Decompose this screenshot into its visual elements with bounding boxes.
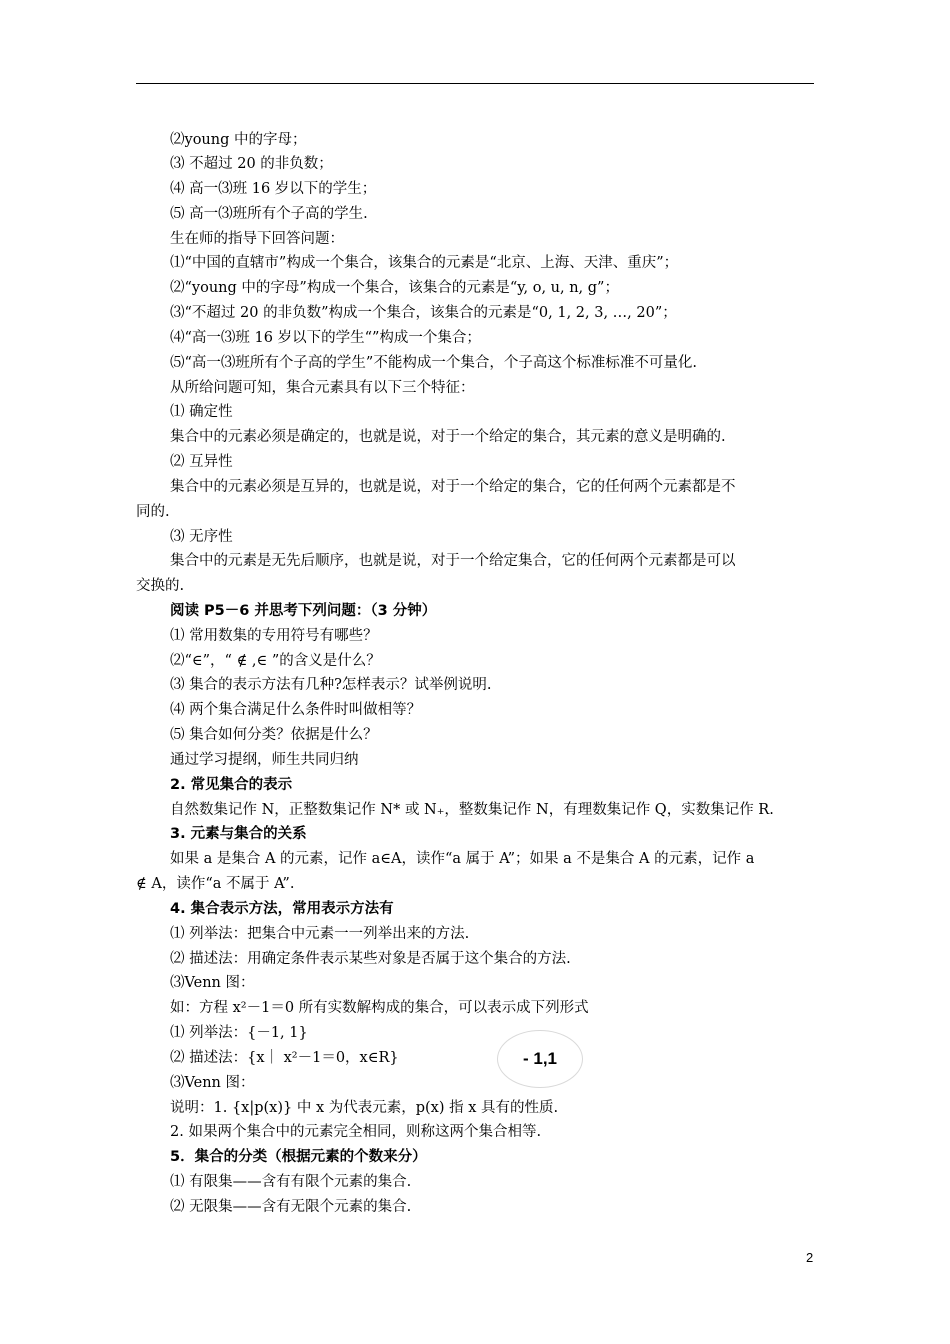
section-heading: 2. 常见集合的表示 — [170, 777, 293, 793]
text-line: ⑴ 列举法：{－1, 1} — [170, 1025, 308, 1041]
text-line: 通过学习提纲，师生共同归纳 — [170, 752, 359, 768]
text-line: ⑶Venn 图： — [170, 1075, 255, 1091]
header-rule — [136, 83, 814, 84]
text-line: ⑵ 无限集——含有无限个元素的集合. — [170, 1199, 412, 1215]
text-line: 如果 a 是集合 A 的元素，记作 a∈A，读作“a 属于 A”；如果 a 不是集合 A 的元素，记作 a — [170, 851, 755, 867]
text-line: ⑶Venn 图： — [170, 975, 255, 991]
text-line: ⑸“高一⑶班所有个子高的学生”不能构成一个集合，个子高这个标准标准不可量化. — [170, 355, 697, 371]
text-line: ⑷ 高一⑶班 16 岁以下的学生； — [170, 181, 377, 197]
text-line: ⑴ 确定性 — [170, 404, 233, 420]
page-number: 2 — [806, 1250, 814, 1265]
text-line: 交换的. — [136, 578, 185, 594]
text-line: 2. 如果两个集合中的元素完全相同，则称这两个集合相等. — [170, 1124, 542, 1140]
section-heading: 5．集合的分类（根据元素的个数来分） — [170, 1149, 427, 1165]
text-line: 说明：1. {x|p(x)} 中 x 为代表元素，p(x) 指 x 具有的性质. — [170, 1100, 559, 1116]
text-line: ⑵young 中的字母； — [170, 132, 307, 148]
section-heading: 3. 元素与集合的关系 — [170, 826, 307, 842]
text-line: ⑵ 互异性 — [170, 454, 233, 470]
text-line: 同的. — [136, 504, 170, 520]
text-line: ⑶ 集合的表示方法有几种?怎样表示？试举例说明. — [170, 677, 492, 693]
text-line: ⑵“∈”，“ ∉ ,∈ ”的含义是什么？ — [170, 653, 381, 669]
text-line: ⑴ 列举法：把集合中元素一一列举出来的方法. — [170, 926, 470, 942]
text-line: ⑵“young 中的字母”构成一个集合，该集合的元素是“y, o, u, n, g”； — [170, 280, 619, 296]
venn-diagram — [497, 1030, 583, 1088]
text-line: ⑷ 两个集合满足什么条件时叫做相等？ — [170, 702, 422, 718]
section-heading: 4. 集合表示方法，常用表示方法有 — [170, 901, 394, 917]
text-line: 自然数集记作 N，正整数集记作 N* 或 N₊，整数集记作 N，有理数集记作 Q，实数集记作 R. — [170, 802, 774, 818]
text-line: 从所给问题可知，集合元素具有以下三个特征： — [170, 380, 475, 396]
text-line: ⑷“高一⑶班 16 岁以下的学生“”构成一个集合； — [170, 330, 481, 346]
venn-label: - 1,1 — [522, 1049, 558, 1068]
text-line: ⑴ 有限集——含有有限个元素的集合. — [170, 1174, 412, 1190]
text-line: ⑸ 高一⑶班所有个子高的学生. — [170, 206, 368, 222]
text-line: 集合中的元素是无先后顺序，也就是说，对于一个给定集合，它的任何两个元素都是可以 — [170, 553, 736, 569]
text-line: ⑵ 描述法：{x｜ x²－1＝0，x∈R} — [170, 1050, 399, 1066]
section-heading: 阅读 P5－6 并思考下列问题：（3 分钟） — [170, 603, 437, 619]
text-line: ∉ A，读作“a 不属于 A”. — [136, 876, 295, 892]
text-line: 集合中的元素必须是互异的，也就是说，对于一个给定的集合，它的任何两个元素都是不 — [170, 479, 736, 495]
text-line: ⑶ 无序性 — [170, 529, 233, 545]
text-line: 生在师的指导下回答问题： — [170, 231, 344, 247]
text-line: ⑴ 常用数集的专用符号有哪些？ — [170, 628, 378, 644]
text-line: ⑶“不超过 20 的非负数”构成一个集合，该集合的元素是“0, 1, 2, 3, …, 20”； — [170, 305, 677, 321]
text-line: ⑵ 描述法：用确定条件表示某些对象是否属于这个集合的方法. — [170, 951, 571, 967]
text-line: 如：方程 x²－1＝0 所有实数解构成的集合，可以表示成下列形式 — [170, 1000, 589, 1016]
text-line: 集合中的元素必须是确定的，也就是说，对于一个给定的集合，其元素的意义是明确的. — [170, 429, 726, 445]
text-line: ⑶ 不超过 20 的非负数； — [170, 156, 333, 172]
text-line: ⑴“中国的直辖市”构成一个集合，该集合的元素是“北京、上海、天津、重庆”； — [170, 255, 679, 271]
text-line: ⑸ 集合如何分类？依据是什么？ — [170, 727, 378, 743]
